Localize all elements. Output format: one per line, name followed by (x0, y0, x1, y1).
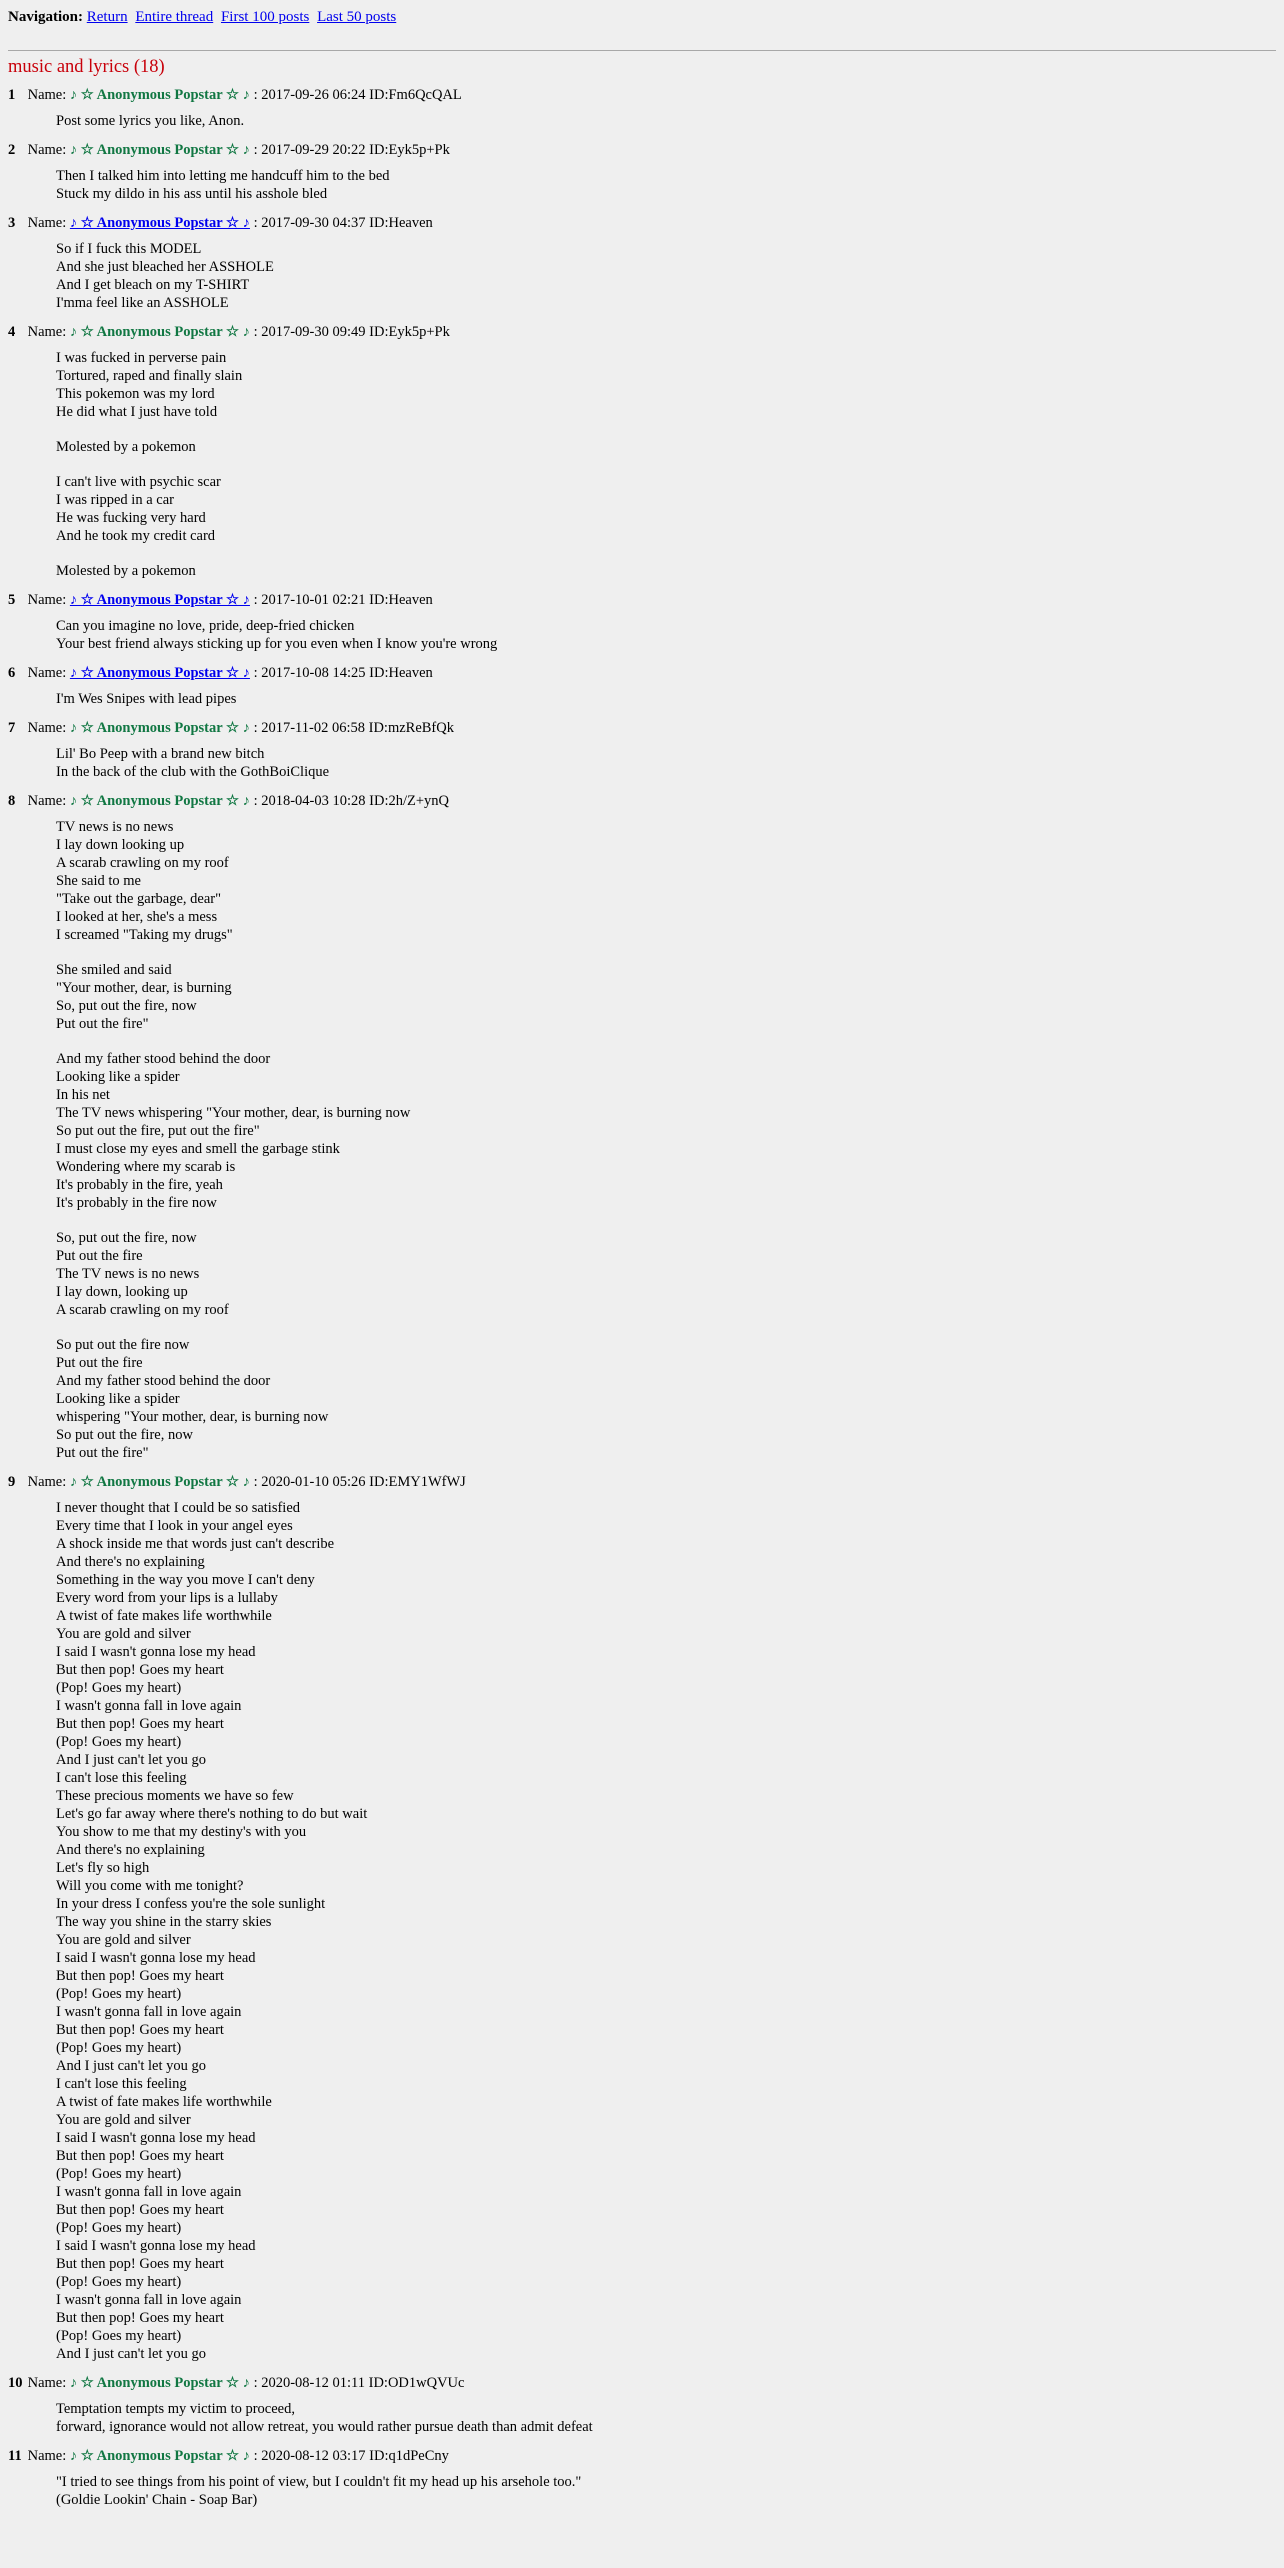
post-line: He did what I just have told (56, 404, 218, 420)
post-number[interactable]: 11 (8, 2448, 22, 2464)
post-body (56, 818, 1276, 1462)
post-line: I said I wasn't gonna lose my head (56, 2130, 256, 2146)
post-line: Will you come with me tonight? (56, 1878, 244, 1894)
post (8, 2373, 1276, 2436)
post-paragraph (56, 1229, 1276, 1319)
name-label: Name: (27, 665, 67, 681)
name-label: Name: (27, 324, 67, 340)
post-line: (Goldie Lookin' Chain - Soap Bar) (56, 2492, 258, 2508)
post (8, 590, 1276, 653)
thread-title: music and lyrics (18) (8, 57, 165, 77)
post-header (8, 140, 1276, 160)
navigation-bar (8, 6, 1276, 28)
post-body (56, 167, 1276, 203)
post-paragraph (56, 349, 1276, 421)
post-line: She said to me (56, 873, 141, 889)
post-line: I wasn't gonna fall in love again (56, 2184, 242, 2200)
post-line: You are gold and silver (56, 2112, 191, 2128)
post-meta: : 2017-10-01 02:21 ID:Heaven (253, 592, 433, 608)
post (8, 140, 1276, 203)
post-list (8, 85, 1276, 2509)
poster-name: ♪ ☆ Anonymous Popstar ☆ ♪ (69, 720, 250, 736)
post-line: (Pop! Goes my heart) (56, 2166, 182, 2182)
post-line: I looked at her, she's a mess (56, 909, 218, 925)
post-paragraph (56, 617, 1276, 653)
post-line: And my father stood behind the door (56, 1373, 271, 1389)
post-number[interactable]: 8 (8, 793, 16, 809)
post-line: So, put out the fire, now (56, 1230, 197, 1246)
post-line: (Pop! Goes my heart) (56, 1734, 182, 1750)
post-line: So if I fuck this MODEL (56, 241, 202, 257)
name-label: Name: (27, 720, 67, 736)
post-paragraph (56, 818, 1276, 944)
post-line: I said I wasn't gonna lose my head (56, 2238, 256, 2254)
post-meta: : 2020-01-10 05:26 ID:EMY1WfWJ (253, 1474, 466, 1490)
name-label: Name: (27, 2448, 67, 2464)
post-paragraph (56, 473, 1276, 545)
post-line: Molested by a pokemon (56, 563, 196, 579)
post-line: Every word from your lips is a lullaby (56, 1590, 278, 1606)
poster-name-link[interactable]: ♪ ☆ Anonymous Popstar ☆ ♪ (69, 592, 250, 608)
post-meta: : 2017-09-29 20:22 ID:Eyk5p+Pk (253, 142, 450, 158)
post-line: And she just bleached her ASSHOLE (56, 259, 274, 275)
navigation-label: Navigation: (8, 9, 83, 25)
post-line: Put out the fire" (56, 1016, 149, 1032)
post-line: I wasn't gonna fall in love again (56, 2292, 242, 2308)
post-line: TV news is no news (56, 819, 174, 835)
post-header (8, 85, 1276, 105)
post-line: And I get bleach on my T-SHIRT (56, 277, 250, 293)
post-number[interactable]: 9 (8, 1474, 16, 1490)
post-line: These precious moments we have so few (56, 1788, 294, 1804)
post-line: This pokemon was my lord (56, 386, 215, 402)
post-number[interactable]: 6 (8, 665, 16, 681)
post-line: I said I wasn't gonna lose my head (56, 1644, 256, 1660)
post-line: (Pop! Goes my heart) (56, 1680, 182, 1696)
post-line: It's probably in the fire, yeah (56, 1177, 223, 1193)
post (8, 791, 1276, 1462)
post-body (56, 690, 1276, 708)
nav-link-return[interactable]: Return (86, 9, 128, 25)
post-paragraph (56, 1336, 1276, 1462)
post-line: Put out the fire" (56, 1445, 149, 1461)
post (8, 322, 1276, 580)
post-line: It's probably in the fire now (56, 1195, 217, 1211)
post-paragraph (56, 562, 1276, 580)
post-line: A scarab crawling on my roof (56, 1302, 229, 1318)
post-line: Tortured, raped and finally slain (56, 368, 243, 384)
post-line: He was fucking very hard (56, 510, 206, 526)
post-line: The way you shine in the starry skies (56, 1914, 272, 1930)
post-line: A twist of fate makes life worthwhile (56, 1608, 272, 1624)
post-number[interactable]: 2 (8, 142, 16, 158)
post-header (8, 663, 1276, 683)
post-paragraph (56, 2473, 1276, 2509)
post (8, 2446, 1276, 2509)
poster-name: ♪ ☆ Anonymous Popstar ☆ ♪ (69, 142, 250, 158)
post-paragraph (56, 112, 1276, 130)
post (8, 85, 1276, 130)
post-line: So put out the fire, now (56, 1427, 193, 1443)
post-line: But then pop! Goes my heart (56, 2022, 224, 2038)
name-label: Name: (27, 87, 67, 103)
post-number[interactable]: 5 (8, 592, 16, 608)
post-line: But then pop! Goes my heart (56, 2202, 224, 2218)
nav-link-last-50-posts[interactable]: Last 50 posts (317, 9, 397, 25)
post-line: A twist of fate makes life worthwhile (56, 2094, 272, 2110)
post-paragraph (56, 961, 1276, 1033)
post-header (8, 213, 1276, 233)
post-line: I said I wasn't gonna lose my head (56, 1950, 256, 1966)
poster-name: ♪ ☆ Anonymous Popstar ☆ ♪ (69, 2448, 250, 2464)
post-line: (Pop! Goes my heart) (56, 1986, 182, 2002)
poster-name: ♪ ☆ Anonymous Popstar ☆ ♪ (69, 793, 250, 809)
post-line: Wondering where my scarab is (56, 1159, 236, 1175)
post-paragraph (56, 167, 1276, 203)
post-body (56, 349, 1276, 580)
post-line: She smiled and said (56, 962, 172, 978)
post-number[interactable]: 1 (8, 87, 16, 103)
post-line: I lay down, looking up (56, 1284, 188, 1300)
post-meta: : 2017-09-26 06:24 ID:Fm6QcQAL (253, 87, 462, 103)
post-line: Stuck my dildo in his ass until his asshole bled (56, 186, 328, 202)
post-line: I screamed "Taking my drugs" (56, 927, 233, 943)
post-line: I must close my eyes and smell the garbage stink (56, 1141, 340, 1157)
post-line: A shock inside me that words just can't describe (56, 1536, 335, 1552)
name-label: Name: (27, 1474, 67, 1490)
post-line: A scarab crawling on my roof (56, 855, 229, 871)
poster-name: ♪ ☆ Anonymous Popstar ☆ ♪ (69, 1474, 250, 1490)
post-line: And I just can't let you go (56, 2346, 207, 2362)
post-line: Put out the fire (56, 1355, 143, 1371)
post-line: Then I talked him into letting me handcuff him to the bed (56, 168, 390, 184)
post-header (8, 1472, 1276, 1492)
post-line: And there's no explaining (56, 1842, 205, 1858)
post-number[interactable]: 3 (8, 215, 16, 231)
post-line: "Your mother, dear, is burning (56, 980, 232, 996)
post-meta: : 2017-09-30 09:49 ID:Eyk5p+Pk (253, 324, 450, 340)
post-line: Let's go far away where there's nothing to do but wait (56, 1806, 368, 1822)
post-line: And my father stood behind the door (56, 1051, 271, 1067)
post-line: Let's fly so high (56, 1860, 150, 1876)
post-paragraph (56, 2400, 1276, 2436)
post-line: Molested by a pokemon (56, 439, 196, 455)
post-number[interactable]: 4 (8, 324, 16, 340)
poster-name-link[interactable]: ♪ ☆ Anonymous Popstar ☆ ♪ (69, 665, 250, 681)
post-line: Temptation tempts my victim to proceed, (56, 2401, 295, 2417)
post-line: I wasn't gonna fall in love again (56, 2004, 242, 2020)
nav-link-entire-thread[interactable]: Entire thread (135, 9, 214, 25)
post-line: In your dress I confess you're the sole sunlight (56, 1896, 326, 1912)
post-line: forward, ignorance would not allow retreat, you would rather pursue death than admit defeat (56, 2419, 593, 2435)
post-paragraph (56, 745, 1276, 781)
post-line: And I just can't let you go (56, 1752, 207, 1768)
post-header (8, 2446, 1276, 2466)
name-label: Name: (27, 215, 67, 231)
post-header (8, 718, 1276, 738)
post-number[interactable]: 10 (8, 2375, 23, 2391)
nav-link-first-100-posts[interactable]: First 100 posts (220, 9, 310, 25)
poster-name: ♪ ☆ Anonymous Popstar ☆ ♪ (69, 2375, 250, 2391)
post-line: Your best friend always sticking up for you even when I know you're wrong (56, 636, 498, 652)
post-line: Lil' Bo Peep with a brand new bitch (56, 746, 265, 762)
post-line: But then pop! Goes my heart (56, 1968, 224, 1984)
post-line: "Take out the garbage, dear" (56, 891, 222, 907)
post-line: Looking like a spider (56, 1069, 180, 1085)
post-header (8, 590, 1276, 610)
post-line: You are gold and silver (56, 1932, 191, 1948)
post-paragraph (56, 690, 1276, 708)
post-line: I was ripped in a car (56, 492, 174, 508)
post-line: In his net (56, 1087, 110, 1103)
post-body (56, 2400, 1276, 2436)
post-line: "I tried to see things from his point of view, but I couldn't fit my head up his arsehole too." (56, 2474, 582, 2490)
post-line: But then pop! Goes my heart (56, 1716, 224, 1732)
post-header (8, 791, 1276, 811)
post-line: And I just can't let you go (56, 2058, 207, 2074)
post-line: Put out the fire (56, 1248, 143, 1264)
post-line: You are gold and silver (56, 1626, 191, 1642)
post-body (56, 617, 1276, 653)
post-line: (Pop! Goes my heart) (56, 2040, 182, 2056)
post-line: I'mma feel like an ASSHOLE (56, 295, 229, 311)
post-body (56, 745, 1276, 781)
post-meta: : 2020-08-12 01:11 ID:OD1wQVUc (253, 2375, 465, 2391)
post-line: But then pop! Goes my heart (56, 2256, 224, 2272)
post-paragraph (56, 1499, 1276, 2363)
post-line: And he took my credit card (56, 528, 216, 544)
post-line: I lay down looking up (56, 837, 185, 853)
post-line: (Pop! Goes my heart) (56, 2274, 182, 2290)
name-label: Name: (27, 793, 67, 809)
post-body (56, 112, 1276, 130)
post-line: So put out the fire now (56, 1337, 190, 1353)
post-line: In the back of the club with the GothBoiClique (56, 764, 330, 780)
post-meta: : 2017-10-08 14:25 ID:Heaven (253, 665, 433, 681)
post-meta: : 2017-09-30 04:37 ID:Heaven (253, 215, 433, 231)
post-paragraph (56, 240, 1276, 312)
post-meta: : 2017-11-02 06:58 ID:mzReBfQk (253, 720, 454, 736)
post-header (8, 2373, 1276, 2393)
poster-name-link[interactable]: ♪ ☆ Anonymous Popstar ☆ ♪ (69, 215, 250, 231)
post-line: You show to me that my destiny's with you (56, 1824, 307, 1840)
post-line: Can you imagine no love, pride, deep-fried chicken (56, 618, 355, 634)
post-line: But then pop! Goes my heart (56, 2148, 224, 2164)
post-line: So put out the fire, put out the fire" (56, 1123, 260, 1139)
post-line: I wasn't gonna fall in love again (56, 1698, 242, 1714)
post-line: (Pop! Goes my heart) (56, 2328, 182, 2344)
post-line: I can't lose this feeling (56, 1770, 187, 1786)
poster-name: ♪ ☆ Anonymous Popstar ☆ ♪ (69, 87, 250, 103)
post-line: (Pop! Goes my heart) (56, 2220, 182, 2236)
name-label: Name: (27, 592, 67, 608)
post-paragraph (56, 438, 1276, 456)
post-body (56, 1499, 1276, 2363)
post-line: Every time that I look in your angel eyes (56, 1518, 293, 1534)
post-line: But then pop! Goes my heart (56, 1662, 224, 1678)
post-meta: : 2020-08-12 03:17 ID:q1dPeCny (253, 2448, 449, 2464)
post-line: I can't lose this feeling (56, 2076, 187, 2092)
post-line: Post some lyrics you like, Anon. (56, 113, 245, 129)
post-paragraph (56, 1050, 1276, 1212)
post-body (56, 240, 1276, 312)
post-line: Something in the way you move I can't deny (56, 1572, 315, 1588)
post-line: But then pop! Goes my heart (56, 2310, 224, 2326)
post-header (8, 322, 1276, 342)
post-line: I never thought that I could be so satisfied (56, 1500, 301, 1516)
name-label: Name: (27, 142, 67, 158)
post-line: The TV news is no news (56, 1266, 200, 1282)
post (8, 213, 1276, 312)
post-line: I can't live with psychic scar (56, 474, 221, 490)
post-line: The TV news whispering "Your mother, dear, is burning now (56, 1105, 411, 1121)
post (8, 663, 1276, 708)
post (8, 1472, 1276, 2363)
post-line: And there's no explaining (56, 1554, 205, 1570)
post-number[interactable]: 7 (8, 720, 16, 736)
post-line: Looking like a spider (56, 1391, 180, 1407)
post-line: whispering "Your mother, dear, is burning now (56, 1409, 329, 1425)
post-line: So, put out the fire, now (56, 998, 197, 1014)
post-meta: : 2018-04-03 10:28 ID:2h/Z+ynQ (253, 793, 450, 809)
name-label: Name: (27, 2375, 67, 2391)
post-body (56, 2473, 1276, 2509)
post-line: I was fucked in perverse pain (56, 350, 227, 366)
divider (8, 50, 1276, 51)
post (8, 718, 1276, 781)
post-line: I'm Wes Snipes with lead pipes (56, 691, 237, 707)
poster-name: ♪ ☆ Anonymous Popstar ☆ ♪ (69, 324, 250, 340)
